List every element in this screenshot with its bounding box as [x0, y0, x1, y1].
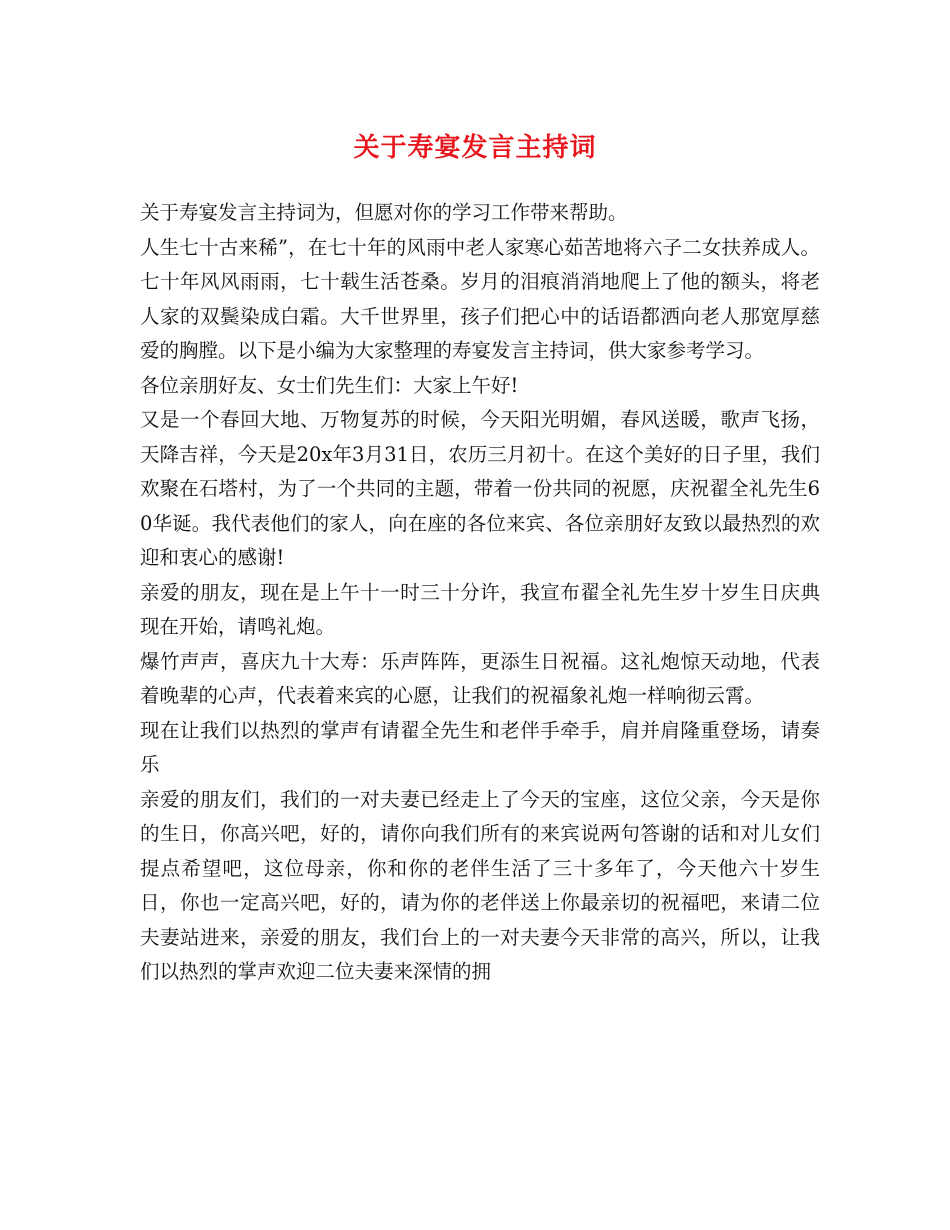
document-title: 关于寿宴发言主持词	[353, 133, 597, 163]
paragraph-entrance: 现在让我们以热烈的掌声有请翟全先生和老伴手牵手，肩并肩隆重登场，请奏乐	[140, 718, 820, 776]
paragraph-intro: 关于寿宴发言主持词为，但愿对你的学习工作带来帮助。	[140, 201, 628, 224]
paragraph-opening: 又是一个春回大地、万物复苏的时候，今天阳光明媚，春风送暖，歌声飞扬，天降吉祥，今天是20x年3月31日，农历三月初十。在这个美好的日子里，我们欢聚在石塔村，为了一个共同的主题，带着一份共同的祝愿，庆祝翟全礼先生60华诞。我代表他们的家人，向在座的各位来宾、各位亲朋好友致以最热烈的欢迎和衷心的感谢!	[140, 408, 820, 569]
paragraph-couple: 亲爱的朋友们，我们的一对夫妻已经走上了今天的宝座，这位父亲，今天是你的生日，你高兴吧，好的，请你向我们所有的来宾说两句答谢的话和对儿女们提点希望吧，这位母亲，你和你的老伴生活了三十多年了，今天他六十岁生日，你也一定高兴吧，好的，请为你的老伴送上你最亲切的祝福吧，来请二位夫妻站进来，亲爱的朋友，我们台上的一对夫妻今天非常的高兴，所以，让我们以热烈的掌声欢迎二位夫妻来深情的拥	[140, 787, 820, 983]
paragraph-announcement: 亲爱的朋友，现在是上午十一时三十分许，我宣布翟全礼先生岁十岁生日庆典现在开始，请鸣礼炮。	[140, 580, 820, 638]
paragraph-greeting: 各位亲朋好友、女士们先生们：大家上午好!	[140, 373, 519, 397]
paragraph-preface: 人生七十古来稀”，在七十年的风雨中老人家寒心茹苦地将六子二女扶养成人。七十年风风雨雨，七十载生活苍桑。岁月的泪痕消消地爬上了他的额头，将老人家的双鬓染成白霜。大千世界里，孩子们把心中的话语都洒向老人那宽厚慈爱的胸膛。以下是小编为大家整理的寿宴发言主持词，供大家参考学习。	[140, 235, 820, 362]
paragraph-firecrackers: 爆竹声声，喜庆九十大寿：乐声阵阵，更添生日祝福。这礼炮惊天动地，代表着晚辈的心声，代表着来宾的心愿，让我们的祝福象礼炮一样响彻云霄。	[140, 649, 820, 707]
document-body	[140, 196, 820, 990]
